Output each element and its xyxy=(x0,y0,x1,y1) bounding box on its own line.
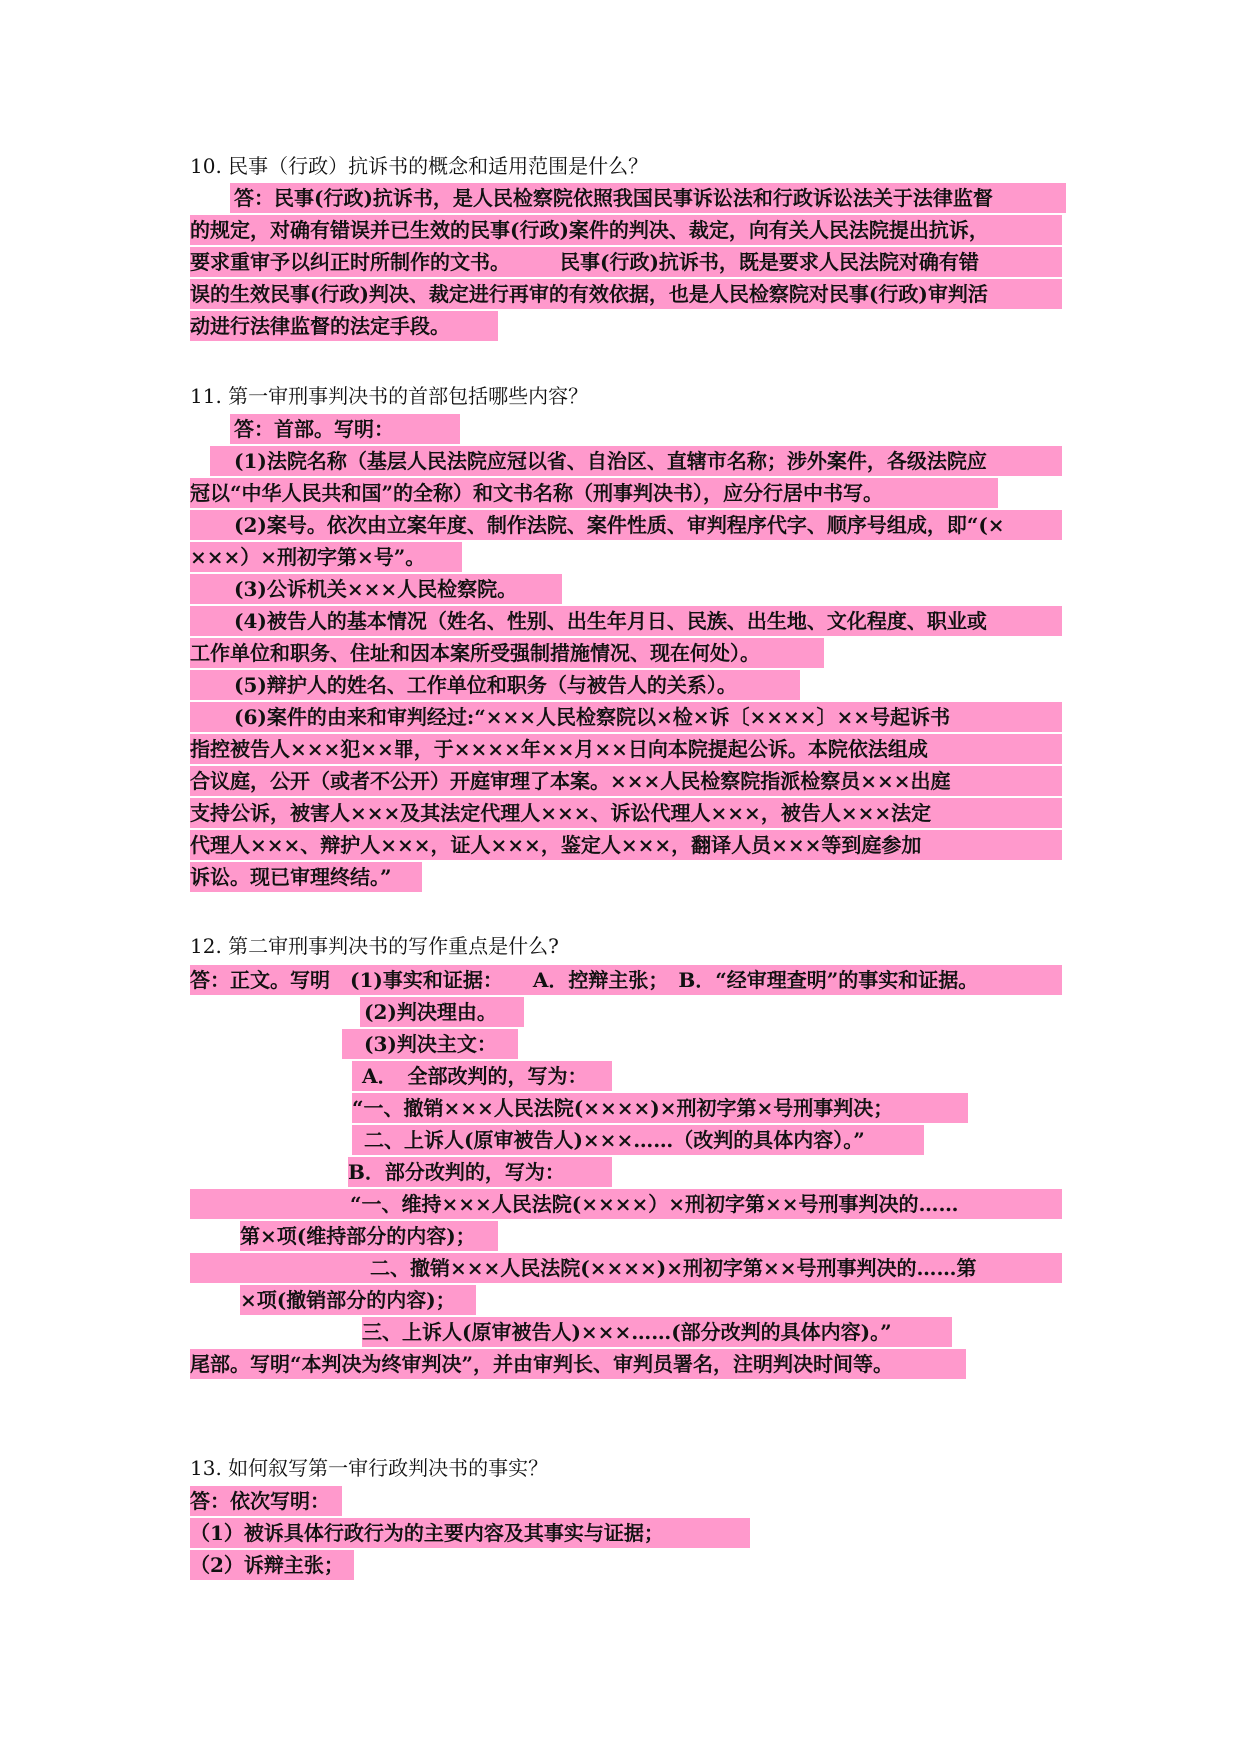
answer-10-line-5: 动进行法律监督的法定手段。 xyxy=(190,311,498,341)
answer-11-line-7: (4)被告人的基本情况（姓名、性别、出生年月日、民族、出生地、文化程度、职业或 xyxy=(190,606,1062,636)
answer-12-line-3: (3)判决主文： xyxy=(342,1029,518,1059)
answer-12-line-5: “一、撤销×××人民法院(××××)×刑初字第×号刑事判决； xyxy=(352,1093,968,1123)
answer-11-line-14: 代理人×××、辩护人×××，证人×××，鉴定人×××，翻译人员×××等到庭参加 xyxy=(190,830,1062,860)
answer-10-line-3: 要求重审予以纠正时所制作的文书。 民事(行政)抗诉书，既是要求人民法院对确有错 xyxy=(190,247,1062,277)
answer-11-line-10: (6)案件的由来和审判经过:“×××人民检察院以×检×诉〔××××〕××号起诉书 xyxy=(190,702,1062,732)
answer-12-line-8: “一、维持×××人民法院(××××）×刑初字第××号刑事判决的…… xyxy=(190,1189,1062,1219)
answer-10-line-2: 的规定，对确有错误并已生效的民事(行政)案件的判决、裁定，向有关人民法院提出抗诉， xyxy=(190,215,1062,245)
answer-11-line-13: 支持公诉，被害人×××及其法定代理人×××、诉讼代理人×××，被告人×××法定 xyxy=(190,798,1062,828)
answer-11-line-9: (5)辩护人的姓名、工作单位和职务（与被告人的关系）。 xyxy=(190,670,800,700)
answer-11-line-12: 合议庭，公开（或者不公开）开庭审理了本案。×××人民检察院指派检察员×××出庭 xyxy=(190,766,1062,796)
answer-12-line-1: 答：正文。写明 (1)事实和证据： A．控辩主张； B．“经审理查明”的事实和证据。 xyxy=(190,965,1062,995)
answer-12-line-9: 第×项(维持部分的内容)； xyxy=(240,1221,498,1251)
question-13-title: 13. 如何叙写第一审行政判决书的事实？ xyxy=(190,1456,549,1480)
answer-12-line-7: B．部分改判的，写为： xyxy=(348,1157,612,1187)
answer-12-line-13: 尾部。写明“本判决为终审判决”，并由审判长、审判员署名，注明判决时间等。 xyxy=(190,1349,966,1379)
question-11-title: 11. 第一审刑事判决书的首部包括哪些内容？ xyxy=(190,384,589,408)
question-12-title: 12. 第二审刑事判决书的写作重点是什么? xyxy=(190,934,559,958)
answer-11-line-6: (3)公诉机关×××人民检察院。 xyxy=(190,574,562,604)
answer-11-line-2: (1)法院名称（基层人民法院应冠以省、自治区、直辖市名称；涉外案件，各级法院应 xyxy=(210,446,1062,476)
answer-13-line-1: 答：依次写明： xyxy=(190,1486,342,1516)
answer-11-line-8: 工作单位和职务、住址和因本案所受强制措施情况、现在何处）。 xyxy=(190,638,824,668)
answer-12-line-12: 三、上诉人(原审被告人)×××……(部分改判的具体内容)。” xyxy=(362,1317,952,1347)
answer-12-line-10: 二、撤销×××人民法院(××××)×刑初字第××号刑事判决的……第 xyxy=(190,1253,1062,1283)
answer-11-line-4: (2)案号。依次由立案年度、制作法院、案件性质、审判程序代字、顺序号组成，即“(× xyxy=(190,510,1062,540)
answer-13-line-2: （1）被诉具体行政行为的主要内容及其事实与证据； xyxy=(190,1518,750,1548)
answer-11-line-11: 指控被告人×××犯××罪，于××××年××月××日向本院提起公诉。本院依法组成 xyxy=(190,734,1062,764)
answer-10-line-4: 误的生效民事(行政)判决、裁定进行再审的有效依据，也是人民检察院对民事(行政)审判活 xyxy=(190,279,1062,309)
answer-12-line-2: (2)判决理由。 xyxy=(360,997,524,1027)
answer-11-line-1: 答：首部。写明： xyxy=(230,414,460,444)
question-10-title: 10. 民事（行政）抗诉书的概念和适用范围是什么？ xyxy=(190,154,649,178)
answer-11-line-5: ×××）×刑初字第×号”。 xyxy=(190,542,462,572)
answer-13-line-3: （2）诉辩主张； xyxy=(190,1550,354,1580)
answer-10-line-1: 答：民事(行政)抗诉书，是人民检察院依照我国民事诉讼法和行政诉讼法关于法律监督 xyxy=(230,183,1066,213)
answer-12-line-6: 二、上诉人(原审被告人)×××……（改判的具体内容）。” xyxy=(352,1125,924,1155)
answer-12-line-4: A． 全部改判的，写为： xyxy=(352,1061,612,1091)
answer-12-line-11: ×项(撤销部分的内容)； xyxy=(240,1285,476,1315)
answer-11-line-3: 冠以“中华人民共和国”的全称）和文书名称（刑事判决书），应分行居中书写。 xyxy=(190,478,998,508)
answer-11-line-15: 诉讼。现已审理终结。” xyxy=(190,862,422,892)
